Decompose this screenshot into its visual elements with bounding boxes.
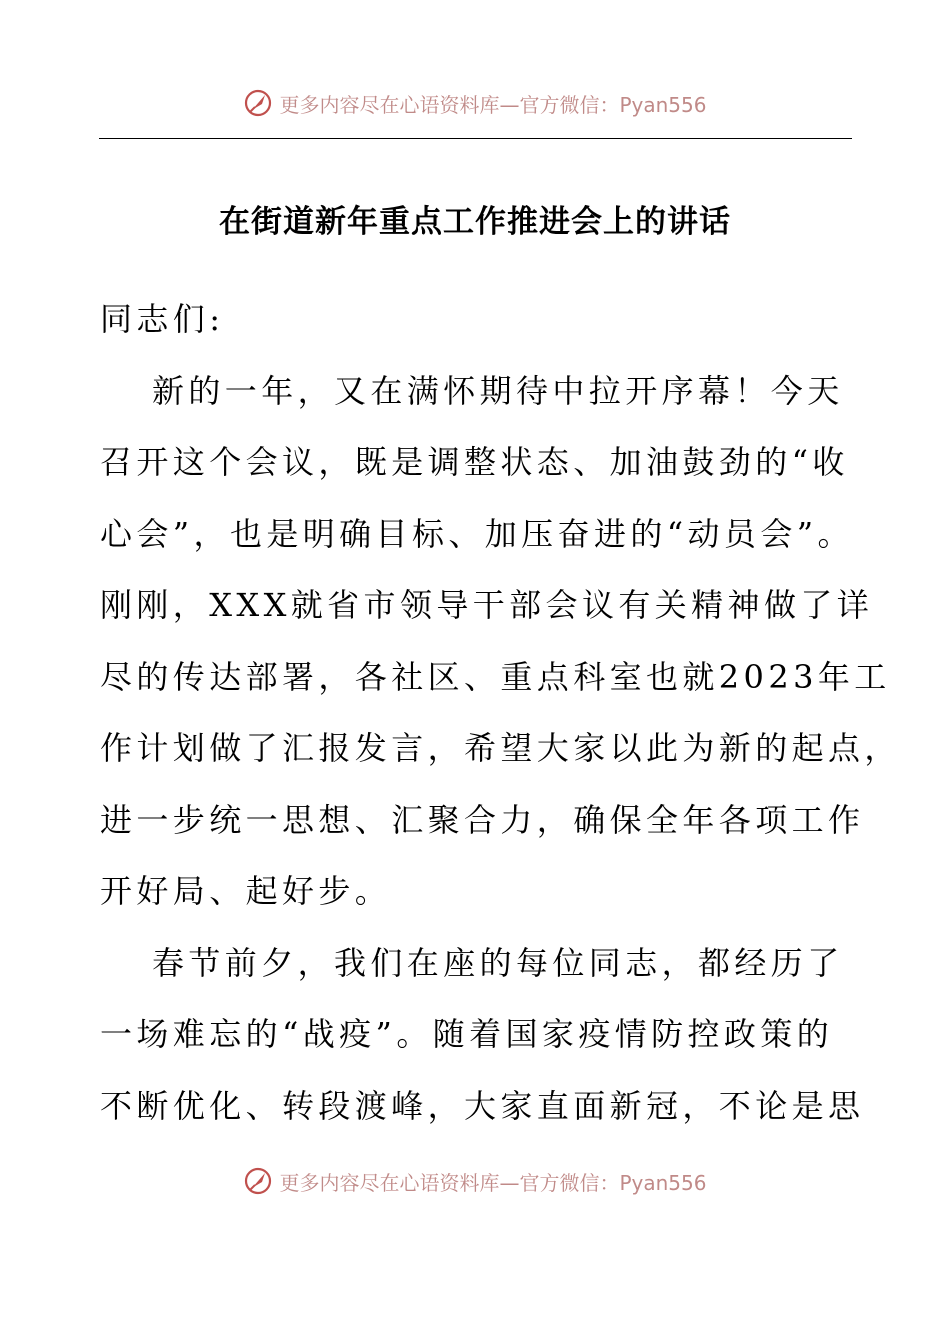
header-banner-text: 更多内容尽在心语资料库—官方微信：Pyan556	[279, 92, 707, 117]
paragraph-line: 春节前夕，我们在座的每位同志，都经历了	[152, 943, 844, 982]
quill-logo-icon	[243, 1166, 273, 1196]
paragraph-line: 心会”，也是明确目标、加压奋进的“动员会”。	[100, 514, 854, 553]
paragraph-line: 作计划做了汇报发言，希望大家以此为新的起点，	[100, 729, 901, 767]
paragraph-line: 一场难忘的“战疫”。随着国家疫情防控政策的	[100, 1015, 834, 1053]
paragraph-line: 进一步统一思想、汇聚合力，确保全年各项工作	[100, 800, 865, 839]
paragraph-line: 开好局、起好步。	[100, 872, 392, 910]
document-title: 在街道新年重点工作推进会上的讲话	[219, 204, 731, 240]
footer-banner-text: 更多内容尽在心语资料库—官方微信：Pyan556	[279, 1170, 707, 1195]
header-banner	[0, 88, 950, 118]
paragraph-line: 新的一年，又在满怀期待中拉开序幕！今天	[152, 371, 844, 410]
header-divider	[99, 138, 852, 139]
paragraph-line: 尽的传达部署，各社区、重点科室也就2023年工	[100, 657, 891, 696]
paragraph-line: 召开这个会议，既是调整状态、加油鼓劲的“收	[100, 443, 849, 481]
document-body	[100, 284, 901, 1142]
quill-logo-icon	[243, 88, 273, 118]
paragraph-line: 刚刚，XXX就省市领导干部会议有关精神做了详	[100, 586, 874, 624]
paragraph-line: 不断优化、转段渡峰，大家直面新冠，不论是思	[100, 1086, 865, 1125]
salutation: 同志们:	[100, 300, 225, 338]
footer-banner	[0, 1166, 950, 1196]
